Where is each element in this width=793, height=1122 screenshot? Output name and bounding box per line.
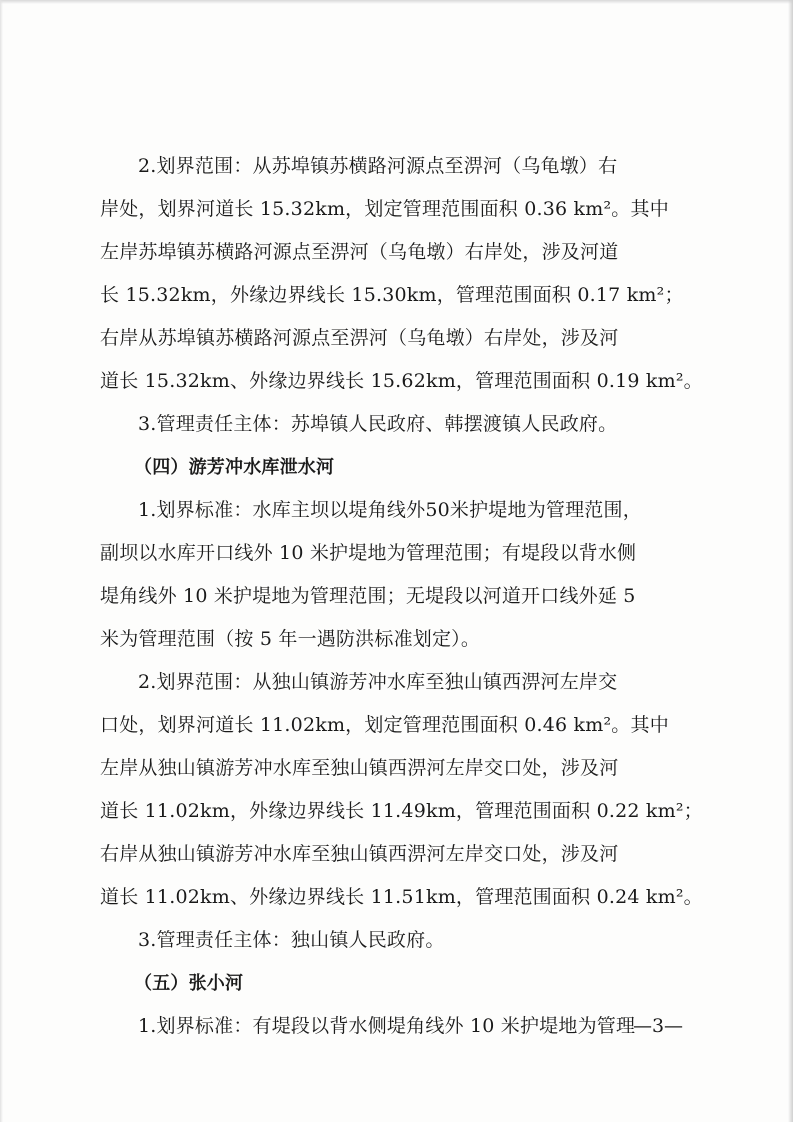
section-heading: （五）张小河 bbox=[134, 973, 244, 994]
paragraph-line: 左岸苏埠镇苏横路河源点至淠河（乌龟墩）右岸处，涉及河道 bbox=[100, 241, 619, 263]
paragraph-line: 堤角线外 10 米护堤地为管理范围；无堤段以河道开口线外延 5 bbox=[100, 585, 636, 607]
paragraph-line: 右岸从独山镇游芳冲水库至独山镇西淠河左岸交口处，涉及河 bbox=[100, 843, 619, 865]
paragraph-line: 道长 11.02km、外缘边界线长 11.51km，管理范围面积 0.24 km²。 bbox=[100, 886, 703, 908]
paragraph-line: 3.管理责任主体：苏埠镇人民政府、韩摆渡镇人民政府。 bbox=[138, 413, 618, 435]
page-number: —3— bbox=[632, 1015, 684, 1037]
paragraph-line: 右岸从苏埠镇苏横路河源点至淠河（乌龟墩）右岸处，涉及河 bbox=[100, 327, 619, 349]
scan-shadow-right bbox=[788, 0, 793, 1122]
paragraph-line: 2.划界范围：从独山镇游芳冲水库至独山镇西淠河左岸交 bbox=[138, 671, 618, 693]
document-body bbox=[100, 145, 703, 1048]
paragraph-line: 米为管理范围（按 5 年一遇防洪标准划定）。 bbox=[100, 628, 481, 650]
scan-shadow-left bbox=[0, 0, 3, 1122]
paragraph-line: 3.管理责任主体：独山镇人民政府。 bbox=[138, 929, 445, 951]
paragraph-line: 2.划界范围：从苏埠镇苏横路河源点至淠河（乌龟墩）右 bbox=[138, 155, 618, 177]
paragraph-line: 副坝以水库开口线外 10 米护堤地为管理范围；有堤段以背水侧 bbox=[100, 542, 637, 564]
paragraph-line: 道长 11.02km，外缘边界线长 11.49km，管理范围面积 0.22 km²； bbox=[100, 800, 703, 822]
paragraph-line: 岸处，划界河道长 15.32km，划定管理范围面积 0.36 km²。其中 bbox=[100, 198, 669, 220]
scan-shadow-top bbox=[0, 0, 793, 4]
paragraph-line: 口处，划界河道长 11.02km，划定管理范围面积 0.46 km²。其中 bbox=[100, 714, 669, 736]
paragraph-line: 1.划界标准：水库主坝以堤角线外50米护堤地为管理范围， bbox=[138, 499, 642, 521]
paragraph-line: 长 15.32km，外缘边界线长 15.30km，管理范围面积 0.17 km²； bbox=[100, 284, 684, 306]
section-heading: （四）游芳冲水库泄水河 bbox=[134, 457, 335, 478]
paragraph-line: 道长 15.32km、外缘边界线长 15.62km，管理范围面积 0.19 km²。 bbox=[100, 370, 703, 392]
paragraph-line: 1.划界标准：有堤段以背水侧堤角线外 10 米护堤地为管理 bbox=[138, 1015, 636, 1037]
paragraph-line: 左岸从独山镇游芳冲水库至独山镇西淠河左岸交口处，涉及河 bbox=[100, 757, 619, 779]
